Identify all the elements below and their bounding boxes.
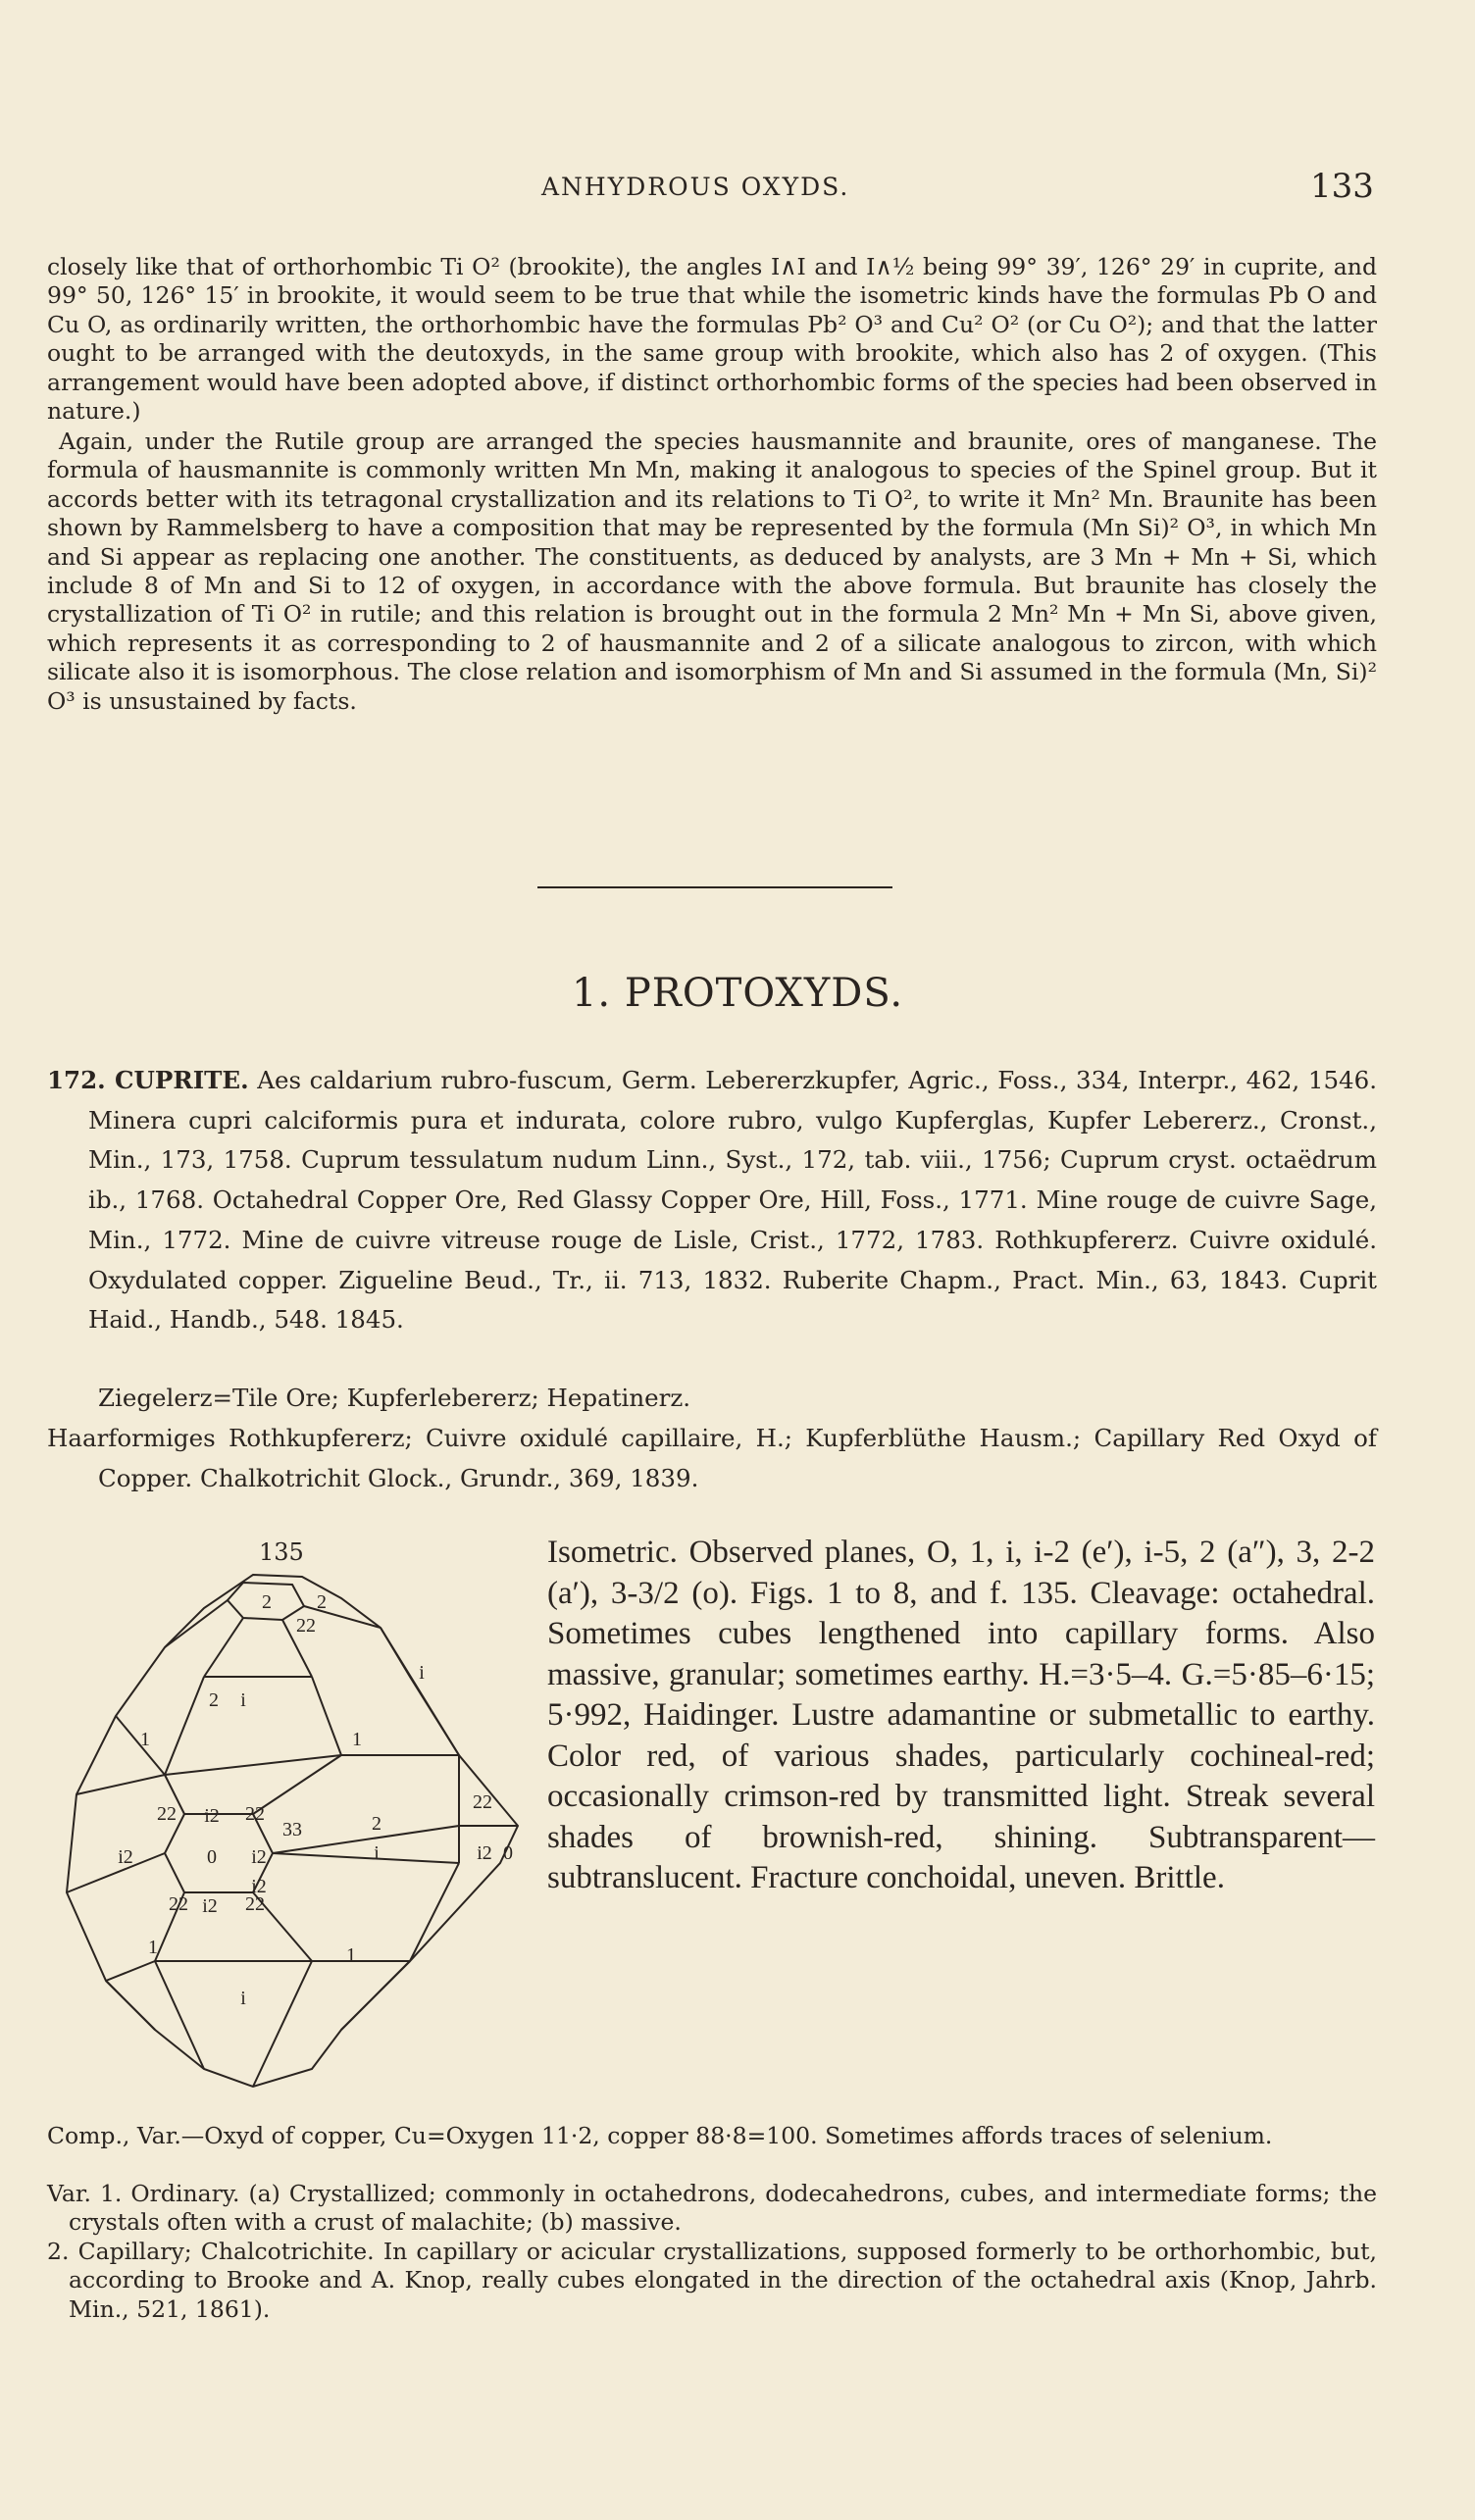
face-label: 33 bbox=[282, 1819, 302, 1840]
intro-paragraph-1: closely like that of orthorhombic Ti O² (brookite), the angles I∧I and I∧½ being 99° 39′, 126° 29′ in cuprite, and 99° 50, 126° 15′ in brookite, it would seem to be true that while the isometric kinds have the formulas Pb O and Cu O, as ordinarily written, the orthorhombic have the formulas Pb² O³ and Cu² O² (or Cu O²); and that the latter ought to be arranged with the deutoxyds, in the same group with brookite, which also has 2 of oxygen. (This arrangement would have been adopted above, if distinct orthorhombic forms of the species had been observed in nature.) bbox=[47, 253, 1377, 426]
crystal-edge bbox=[165, 1677, 204, 1775]
species-ziegelerz: Ziegelerz=Tile Ore; Kupferlebererz; Hepatinerz. bbox=[98, 1384, 691, 1412]
species-haarformiges: Haarformiges Rothkupfererz; Cuivre oxidulé capillaire, H.; Kupferblüthe Hausm.; Capillary Red Oxyd of Copper. Chalkotrichit Glock., Grundr., 369, 1839. bbox=[47, 1424, 1377, 1492]
species-description: Isometric. Observed planes, O, 1, i, i-2 (e′), i-5, 2 (a″), 3, 2-2 (a′), 3-3/2 (o). Figs. 1 to 8, and f. 135. Cleavage: octahedral. Sometimes cubes lengthened into capillary forms. Also massive, granular; sometimes earthy. H.=3·5–4. G.=5·85–6·15; 5·992, Haidinger. Lustre adamantine or submetallic to earthy. Color red, of various shades, particularly cochineal-red; occasionally crimson-red by transmitted light. Streak several shades of brownish-red, shining. Subtransparent—subtranslucent. Fracture conchoidal, uneven. Brittle. bbox=[547, 1535, 1375, 1895]
face-label: 1 bbox=[346, 1944, 356, 1966]
face-label: 2 bbox=[209, 1689, 219, 1711]
crystal-edge bbox=[67, 1853, 165, 1892]
species-synonyms: Aes caldarium rubro-fuscum, Germ. Lebererzkupfer, Agric., Foss., 334, Interpr., 462, 1546. Minera cupri calciformis pura et indurata, colore rubro, vulgo Kupferglas, Kupfer Lebererz., Cronst., Min., 173, 1758. Cuprum tessulatum nudum Linn., Syst., 172, tab. viii., 1756; Cuprum cryst. octaëdrum ib., 1768. Octahedral Copper Ore, Red Glassy Copper Ore, Hill, Foss., 1771. Mine rouge de cuivre Sage, Min., 1772. Mine de cuivre vitreuse rouge de Lisle, Crist., 1772, 1783. Rothkupfererz. Cuivre oxidulé. Oxydulated copper. Zigueline Beud., Tr., ii. 713, 1832. Ruberite Chapm., Pract. Min., 63, 1843. Cuprit Haid., Handb., 548. 1845. bbox=[88, 1066, 1377, 1335]
crystal-edge bbox=[410, 1863, 459, 1961]
face-label: i bbox=[374, 1842, 380, 1864]
face-label: 2 bbox=[372, 1813, 381, 1835]
face-label: 22 bbox=[169, 1893, 188, 1915]
running-title: ANHYDROUS OXYDS. bbox=[541, 173, 850, 201]
crystal-edge bbox=[76, 1775, 165, 1794]
variety-2-paragraph: 2. Capillary; Chalcotrichite. In capillary or acicular crystallizations, supposed formerly to be orthorhombic, but, according to Brooke and A. Knop, really cubes elongated in the direction of the octahedral axis (Knop, Jahrb. Min., 521, 1861). bbox=[47, 2238, 1377, 2323]
face-label: 2 bbox=[262, 1591, 272, 1613]
crystal-edge bbox=[341, 1961, 410, 2030]
page-number: 133 bbox=[1310, 167, 1374, 206]
section-heading: 1. PROTOXYDS. bbox=[571, 971, 904, 1016]
face-label: 22 bbox=[473, 1791, 492, 1813]
face-label: i2 bbox=[118, 1846, 133, 1868]
crystal-edge bbox=[381, 1628, 459, 1755]
crystal-edge bbox=[273, 1853, 459, 1863]
face-label: 1 bbox=[148, 1937, 158, 1958]
crystal-edge bbox=[155, 1961, 204, 2069]
crystal-edge bbox=[253, 1961, 312, 2087]
crystal-edge bbox=[106, 1981, 155, 2030]
species-name: 172. CUPRITE. bbox=[47, 1066, 249, 1094]
face-label: 2 bbox=[317, 1591, 327, 1613]
face-label: 22 bbox=[245, 1893, 265, 1915]
face-label: 0 bbox=[207, 1846, 217, 1868]
face-label: i bbox=[240, 1988, 246, 2009]
face-label: 0 bbox=[503, 1842, 513, 1864]
face-label: i2 bbox=[251, 1846, 267, 1868]
variety-1-paragraph: Var. 1. Ordinary. (a) Crystallized; commonly in octahedrons, dodecahedrons, cubes, and intermediate forms; the crystals often with a crust of malachite; (b) massive. bbox=[47, 2180, 1377, 2237]
composition-paragraph: Comp., Var.—Oxyd of copper, Cu=Oxygen 11·2, copper 88·8=100. Sometimes affords traces of selenium. bbox=[47, 2122, 1273, 2149]
crystal-edge bbox=[204, 1618, 243, 1677]
face-label: i2 bbox=[251, 1876, 267, 1897]
section-divider bbox=[537, 886, 892, 888]
face-label: 22 bbox=[245, 1803, 265, 1825]
crystal-edge bbox=[165, 1600, 228, 1647]
crystal-figure-135 bbox=[47, 1569, 592, 2089]
face-label: 1 bbox=[140, 1729, 150, 1750]
face-label: i2 bbox=[477, 1842, 492, 1864]
face-label: i bbox=[419, 1662, 425, 1684]
species-entry bbox=[47, 1061, 1377, 1340]
face-label: i bbox=[240, 1689, 246, 1711]
intro-paragraph-2: Again, under the Rutile group are arranged the species hausmannite and braunite, ores of manganese. The formula of hausmannite is commonly written Mn Mn, making it analogous to species of the Spinel group. But it accords better with its tetragonal crystallization and its relations to Ti O², to write it Mn² Mn. Braunite has been shown by Rammelsberg to have a composition that may be represented by the formula (Mn Si)² O³, in which Mn and Si appear as replacing one another. The constituents, as deduced by analysts, are 3 Mn + Mn + Si, which include 8 of Mn and Si to 12 of oxygen, in accordance with the above formula. But braunite has closely the crystallization of Ti O² in rutile; and this relation is brought out in the formula 2 Mn² Mn + Mn Si, above given, which represents it as corresponding to 2 of hausmannite and 2 of a silicate analogous to zircon, with which silicate also it is isomorphous. The close relation and isomorphism of Mn and Si assumed in the formula (Mn, Si)² O³ is unsustained by facts. bbox=[47, 428, 1377, 715]
crystal-edge bbox=[312, 1677, 341, 1755]
face-label: i2 bbox=[202, 1895, 218, 1917]
page-header bbox=[0, 167, 1475, 212]
face-label: 1 bbox=[352, 1729, 362, 1750]
face-label: 22 bbox=[157, 1803, 177, 1825]
face-label: i2 bbox=[204, 1805, 220, 1827]
figure-number: 135 bbox=[259, 1538, 304, 1566]
crystal-edge bbox=[106, 1961, 155, 1981]
face-label: 22 bbox=[296, 1615, 316, 1637]
